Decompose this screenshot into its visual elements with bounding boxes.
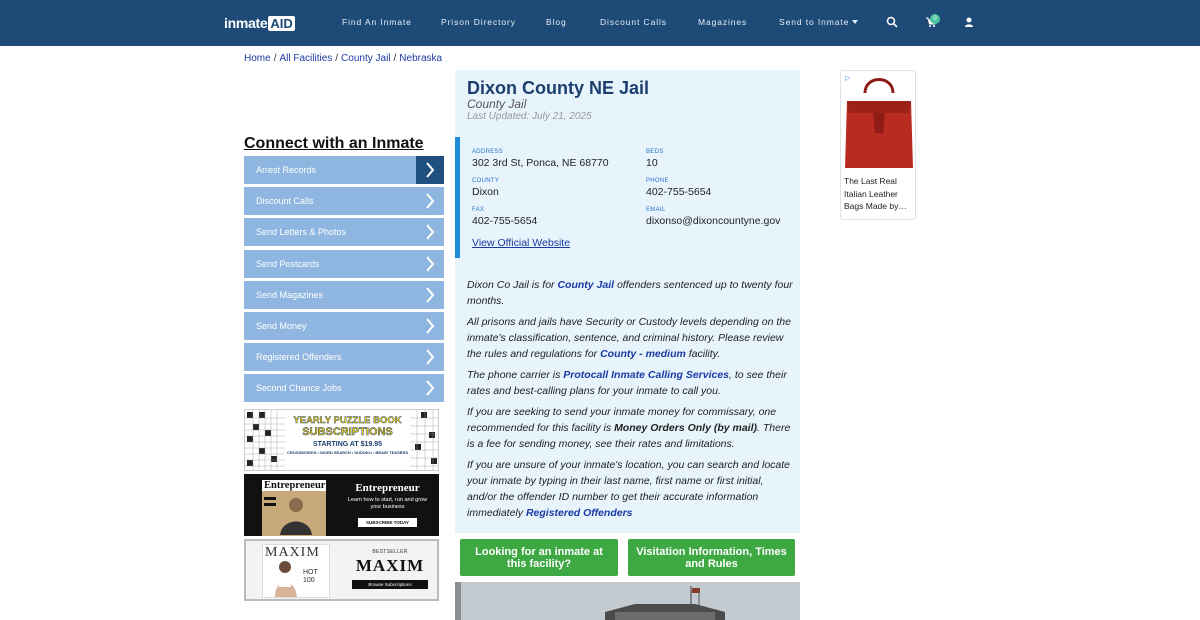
fax-label: FAX bbox=[472, 207, 485, 213]
fax-field bbox=[472, 207, 537, 227]
sidebar-item-registered-offenders[interactable] bbox=[244, 343, 444, 371]
county-label: COUNTY bbox=[472, 178, 500, 184]
handbag-image bbox=[843, 73, 915, 168]
sidebar-item-label: Discount Calls bbox=[256, 196, 314, 207]
desc-text: offenders sentenced up to twenty four months. bbox=[467, 279, 793, 307]
chevron-right-icon bbox=[416, 312, 444, 340]
breadcrumb-nebraska[interactable]: Nebraska bbox=[399, 53, 443, 64]
sidebar-item-discount-calls[interactable] bbox=[244, 187, 444, 215]
breadcrumb-county-jail[interactable]: County Jail bbox=[341, 53, 391, 64]
desc-text: All prisons and jails have Security or Custody levels depending on the inmate's classification, sentence, and criminal history. Please review the rules and regulations for bbox=[467, 316, 791, 360]
sidebar-item-label: Second Chance Jobs bbox=[256, 383, 342, 394]
email-label: EMAIL bbox=[646, 207, 666, 213]
county-medium-link[interactable]: County - medium bbox=[600, 348, 686, 360]
nav-send-to-inmate-label: Send to Inmate bbox=[779, 17, 850, 27]
entrepreneur-ad-title: Entrepreneur bbox=[355, 482, 420, 494]
desc-text: The phone carrier is bbox=[467, 369, 564, 381]
nav-send-to-inmate[interactable] bbox=[779, 17, 858, 27]
visitation-info-button[interactable]: Visitation Information, Times and Rules bbox=[628, 539, 795, 576]
sidebar-item-second-chance-jobs[interactable] bbox=[244, 374, 444, 402]
county-jail-link[interactable]: County Jail bbox=[557, 279, 615, 291]
money-orders-text: Money Orders Only (by mail) bbox=[614, 422, 758, 434]
facility-photo bbox=[455, 582, 800, 620]
beds-field bbox=[646, 149, 664, 169]
puzzle-ad-line1: YEARLY PUZZLE BOOK bbox=[293, 415, 402, 426]
chevron-down-icon bbox=[852, 20, 858, 24]
nav-discount-calls[interactable]: Discount Calls bbox=[600, 17, 667, 27]
chevron-right-icon bbox=[416, 156, 444, 184]
sidebar-item-arrest-records[interactable] bbox=[244, 156, 444, 184]
desc-text: facility. bbox=[685, 348, 721, 360]
cover-person-art bbox=[262, 491, 326, 535]
desc-text: If you are unsure of your inmate's location, you can search and locate your inmate by typing in their last name, first name or first initial, and/or the offender ID number to get their accurate information immediately bbox=[467, 459, 791, 519]
email-value: dixonso@dixoncountyne.gov bbox=[646, 215, 781, 227]
address-value: 302 3rd St, Ponca, NE 68770 bbox=[472, 157, 609, 169]
desc-text: If you are seeking to send your inmate money for commissary, one recommended for this facility is bbox=[467, 406, 777, 434]
sidebar-menu bbox=[244, 156, 444, 406]
description-para-1 bbox=[467, 277, 795, 309]
entrepreneur-ad-desc: Learn how to start, run and grow your business bbox=[347, 497, 428, 510]
address-field bbox=[472, 149, 609, 169]
nav-prison-directory[interactable]: Prison Directory bbox=[441, 17, 516, 27]
county-field bbox=[472, 178, 499, 198]
breadcrumb-home[interactable]: Home bbox=[244, 53, 271, 64]
county-value: Dixon bbox=[472, 186, 499, 198]
chevron-right-icon bbox=[416, 343, 444, 371]
chevron-right-icon bbox=[416, 374, 444, 402]
desc-text: , to see their rates and best-calling plans for your inmate to call you. bbox=[467, 369, 787, 397]
phone-label: PHONE bbox=[646, 178, 669, 184]
puzzle-ad-line4: CROSSWORDS • WORD SEARCH • SUDOKU • BRAIN TEASERS bbox=[286, 450, 409, 455]
description-para-5 bbox=[467, 457, 795, 521]
sidebar-item-label: Arrest Records bbox=[256, 165, 317, 175]
beds-label: BEDS bbox=[646, 149, 664, 155]
maxim-cover bbox=[262, 544, 330, 598]
sidebar-item-send-magazines[interactable] bbox=[244, 281, 444, 309]
sidebar-item-send-letters[interactable] bbox=[244, 218, 444, 246]
ad-choices-icon[interactable]: ▷ bbox=[845, 75, 851, 82]
entrepreneur-subscribe-button[interactable]: SUBSCRIBE TODAY bbox=[358, 518, 417, 527]
sidebar-item-label: Send Letters & Photos bbox=[256, 227, 347, 238]
sidebar-item-label: Send Money bbox=[256, 320, 307, 331]
chevron-right-icon bbox=[416, 218, 444, 246]
desc-text: Dixon Co Jail is for bbox=[467, 279, 558, 291]
sidebar-item-label: Send Postcards bbox=[256, 258, 320, 269]
entrepreneur-ad[interactable] bbox=[244, 474, 439, 536]
puzzle-ad-line2: SUBSCRIPTIONS bbox=[302, 426, 393, 438]
phone-field bbox=[646, 178, 711, 198]
description-para-3 bbox=[467, 367, 795, 399]
leather-bag-ad[interactable] bbox=[840, 70, 916, 220]
fax-value: 402-755-5654 bbox=[472, 215, 538, 227]
nav-magazines[interactable]: Magazines bbox=[698, 17, 748, 27]
beds-value: 10 bbox=[646, 157, 658, 169]
connect-heading: Connect with an Inmate bbox=[244, 135, 424, 152]
right-ad-text: The Last Real Italian Leather Bags Made by… bbox=[844, 176, 907, 211]
logo-part2: AID bbox=[270, 15, 293, 31]
protocall-link[interactable]: Protocall Inmate Calling Services bbox=[563, 369, 730, 381]
sidebar-item-label: Send Magazines bbox=[256, 289, 324, 300]
chevron-right-icon bbox=[416, 281, 444, 309]
maxim-ad-bestseller: BESTSELLER bbox=[372, 549, 408, 555]
description-para-4 bbox=[467, 404, 795, 452]
maxim-cover-title: MAXIM bbox=[265, 545, 320, 560]
cart-count-badge: 0 bbox=[930, 14, 940, 24]
desc-text: . There is a fee for sending money, see their rates and limitations. bbox=[467, 422, 791, 450]
description-para-2 bbox=[467, 314, 795, 362]
sidebar-item-send-money[interactable] bbox=[244, 312, 444, 340]
building-photo-art bbox=[455, 582, 800, 620]
top-navbar bbox=[0, 0, 1200, 46]
entrepreneur-cover-title: Entrepreneur bbox=[264, 480, 326, 491]
maxim-ad[interactable] bbox=[244, 539, 439, 601]
maxim-browse-button[interactable]: Browse Subscriptions bbox=[352, 580, 428, 589]
email-field bbox=[646, 207, 780, 227]
search-icon[interactable] bbox=[885, 15, 899, 29]
registered-offenders-link[interactable]: Registered Offenders bbox=[525, 507, 633, 519]
phone-value: 402-755-5654 bbox=[646, 186, 712, 198]
breadcrumb-all-facilities[interactable]: All Facilities bbox=[279, 53, 333, 64]
breadcrumb: Home / All Facilities / County Jail / Nebraska bbox=[244, 53, 443, 64]
puzzle-book-ad[interactable] bbox=[244, 409, 439, 471]
facility-type: County Jail bbox=[467, 97, 527, 111]
looking-for-inmate-button[interactable]: Looking for an inmate at this facility? bbox=[460, 539, 618, 576]
nav-blog[interactable]: Blog bbox=[546, 17, 567, 27]
puzzle-ad-line3: STARTING AT $19.95 bbox=[312, 441, 383, 448]
nav-find-inmate[interactable]: Find An Inmate bbox=[342, 17, 412, 27]
sidebar-item-label: Registered Offenders bbox=[256, 352, 342, 363]
official-website-link[interactable]: View Official Website bbox=[472, 237, 571, 249]
address-label: ADDRESS bbox=[472, 149, 504, 155]
chevron-right-icon bbox=[416, 187, 444, 215]
last-updated: Last Updated: July 21, 2025 bbox=[467, 111, 592, 122]
entrepreneur-cover bbox=[262, 480, 326, 536]
chevron-right-icon bbox=[416, 250, 444, 278]
logo-part1: inmate bbox=[224, 15, 268, 31]
sidebar-item-send-postcards[interactable] bbox=[244, 250, 444, 278]
inmateaid-logo[interactable] bbox=[224, 14, 295, 32]
user-icon[interactable] bbox=[962, 15, 976, 29]
facility-title: Dixon County NE Jail bbox=[467, 78, 650, 98]
maxim-ad-title: MAXIM bbox=[355, 556, 425, 575]
maxim-cover-hot100: HOT 100 bbox=[303, 569, 318, 584]
